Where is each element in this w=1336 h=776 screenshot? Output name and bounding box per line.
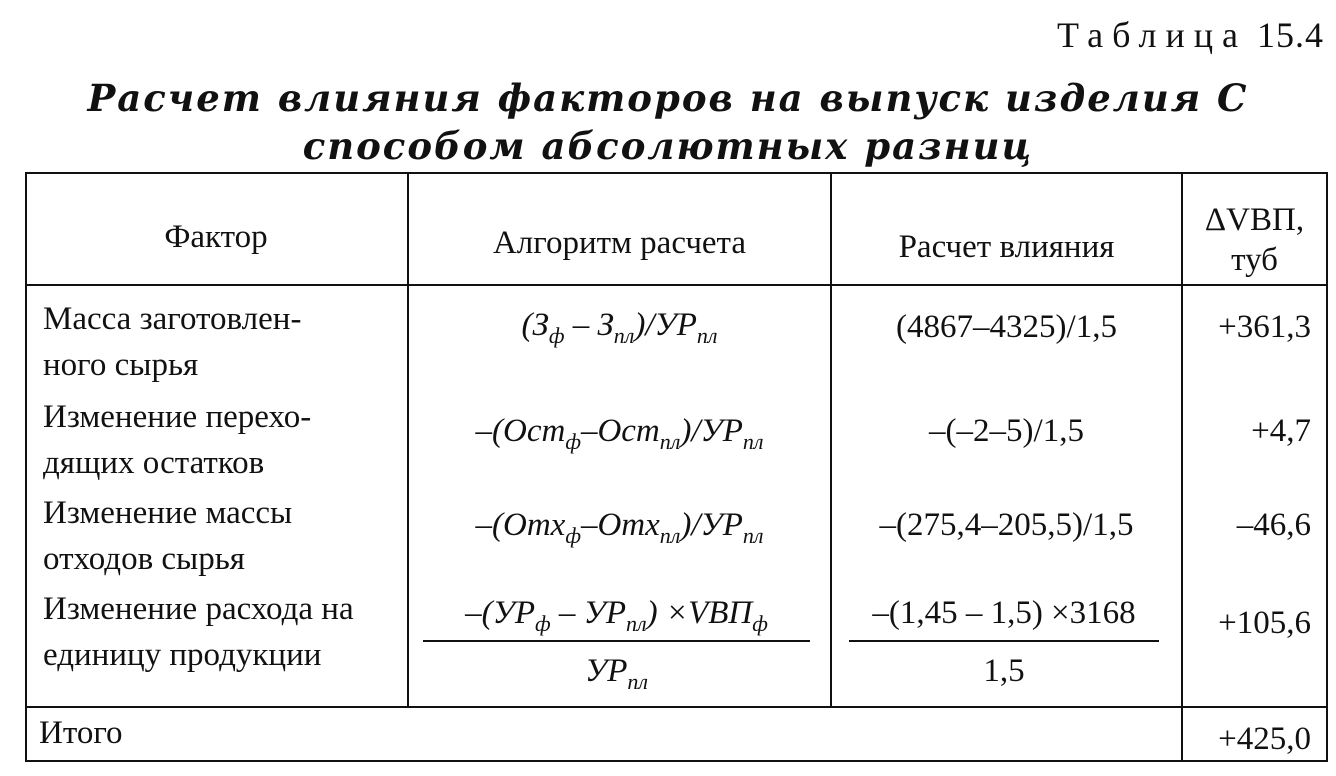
row4-algorithm-fraction-bar [423,640,810,642]
row4-algorithm-denominator: $УР_{пл}$ [585,653,648,694]
header-algorithm: Алгоритм расчета [492,225,747,261]
row3-factor-line2: отходов сырья [43,541,245,577]
row2-factor-line2: дящих остатков [43,445,265,481]
row1-factor-line2: ного сырья [43,347,199,383]
row4-factor-line1: Изменение расхода на [43,591,354,627]
row2-factor [43,394,403,486]
header-factor: Фактор [164,219,268,255]
header-bottom-border [25,284,1328,286]
row4-delta: +105,6 [1218,605,1311,641]
table-caption [1057,14,1324,56]
total-label: Итого [39,715,123,751]
row3-delta: –46,6 [1236,507,1311,543]
row2-algorithm: $-(Ост_ф-Ост_{пл})/УР_{пл}$ [475,413,764,454]
header-delta [1183,200,1326,280]
row1-delta: +361,3 [1218,309,1311,345]
row2-factor-line1: Изменение перехо- [43,399,312,435]
data-table [25,172,1328,762]
header-calculation: Расчет влияния [898,229,1115,265]
row3-calculation: –(275,4–205,5)/1,5 [879,507,1134,543]
table-left-border [25,172,27,762]
row4-calculation-numerator: –(1,45 – 1,5) ×3168 [872,595,1136,631]
table-top-border [25,172,1328,174]
table-title [0,74,1336,170]
header-delta-symbol: ΔVВП, [1204,202,1305,238]
row1-factor [43,296,403,388]
table-bottom-border [25,760,1328,762]
table-right-border [1326,172,1328,762]
row1-algorithm: $(З_ф - З_{пл})/УР_{пл}$ [521,307,718,348]
table-caption-word: Таблица [1057,15,1247,55]
row1-factor-line1: Масса заготовлен- [43,301,302,337]
row4-factor [43,586,407,678]
row4-algorithm-numerator: $-(УР_ф - УР_{пл}) \times VВП_ф$ [465,595,768,636]
row1-calculation: (4867–4325)/1,5 [896,309,1117,345]
row4-calculation-fraction-bar [849,640,1159,642]
body-bottom-border [25,706,1328,708]
table-title-line1: Расчет влияния факторов на выпуск изделия С [87,76,1249,120]
row3-factor-line1: Изменение массы [43,495,293,531]
row2-calculation: –(–2–5)/1,5 [929,413,1084,449]
total-delta: +425,0 [1218,721,1311,757]
row4-algorithm-fraction [423,590,810,694]
header-delta-unit: туб [1231,242,1278,278]
row4-factor-line2: единицу продукции [43,637,322,673]
row3-algorithm: $-(Отх_ф-Отх_{пл})/УР_{пл}$ [475,507,764,548]
row4-calculation-denominator: 1,5 [983,653,1025,689]
table-title-line2: способом абсолютных разниц [302,124,1034,168]
row3-factor [43,490,403,582]
row4-calculation-fraction [849,590,1159,694]
row2-delta: +4,7 [1251,413,1311,449]
table-caption-number: 15.4 [1257,15,1324,55]
